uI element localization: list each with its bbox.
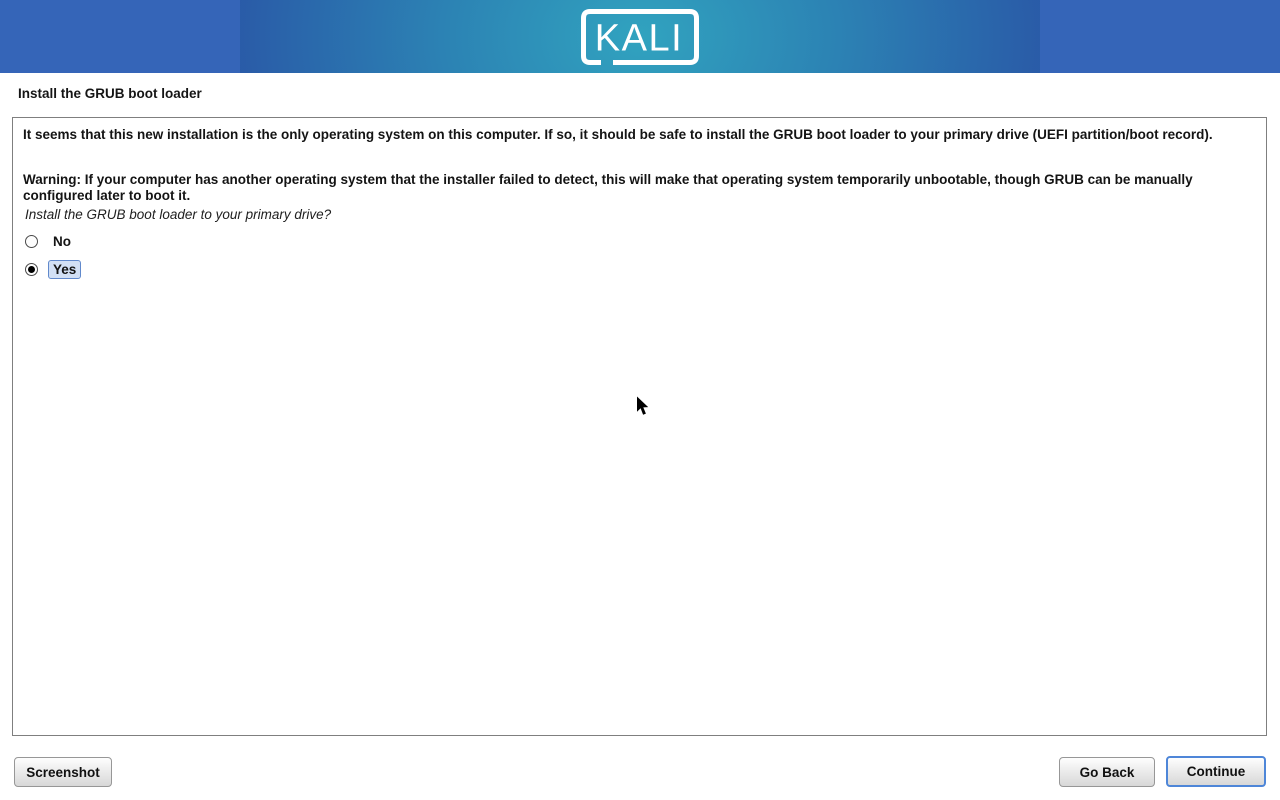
radio-option-no[interactable] [23, 231, 76, 251]
radio-dot [28, 266, 35, 273]
radio-option-no-label[interactable]: No [53, 233, 71, 249]
warning-paragraph: Warning: If your computer has another operating system that the installer failed to detect, this will make that operating system temporarily unbootable, though GRUB can be manually configured later to boot it. [23, 172, 1193, 203]
top-banner [0, 0, 1280, 73]
radio-button-icon[interactable] [25, 235, 38, 248]
radio-button-icon[interactable] [25, 263, 38, 276]
kali-logo-text: KALI [594, 17, 684, 60]
continue-button[interactable]: Continue [1166, 756, 1266, 787]
page-title: Install the GRUB boot loader [18, 86, 202, 101]
install-question: Install the GRUB boot loader to your primary drive? [25, 207, 332, 222]
kali-logo-icon [580, 8, 700, 66]
screenshot-button[interactable]: Screenshot [14, 757, 112, 787]
radio-option-yes[interactable] [23, 259, 81, 279]
go-back-button[interactable]: Go Back [1059, 757, 1155, 787]
radio-option-yes-label[interactable]: Yes [48, 260, 81, 279]
install-info-paragraph: It seems that this new installation is the only operating system on this computer. If so, it should be safe to install the GRUB boot loader to your primary drive (UEFI partition/boot record). [23, 127, 1213, 142]
content-frame [12, 117, 1267, 736]
